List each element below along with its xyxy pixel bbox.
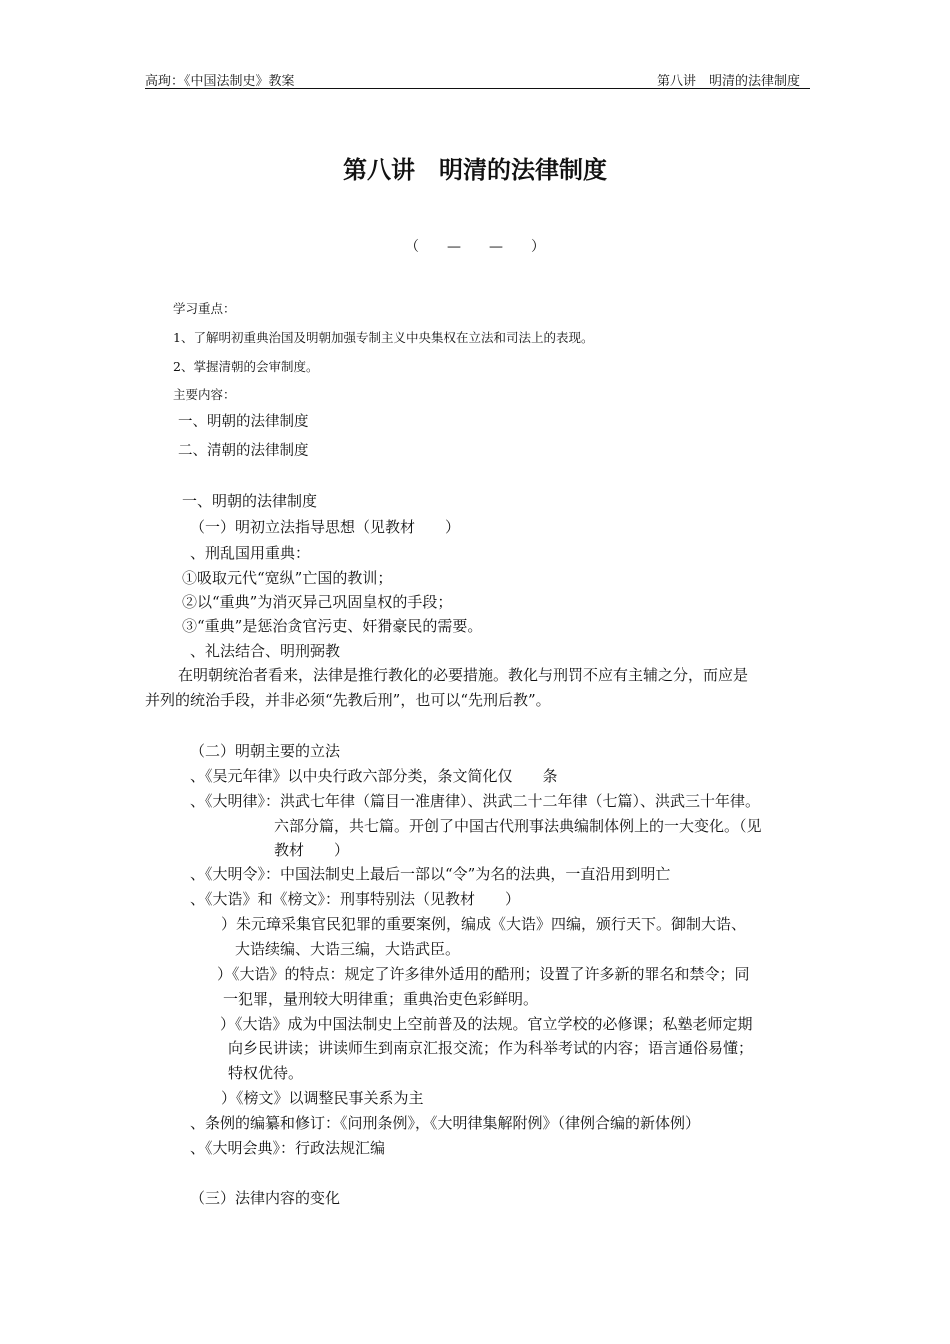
- study-point-item: 1、了解明初重典治国及明朝加强专制主义中央集权在立法和司法上的表现。: [173, 330, 594, 345]
- page-title: 第八讲 明清的法律制度: [343, 155, 607, 184]
- subsection-heading: （一）明初立法指导思想（见教材 ）: [190, 518, 461, 536]
- study-point-item: 2、掌握清朝的会审制度。: [173, 359, 319, 374]
- section-heading: 一、明朝的法律制度: [182, 492, 318, 510]
- body-line: 一犯罪，量刑较大明律重；重典治吏色彩鲜明。: [223, 990, 539, 1008]
- study-points-heading: 学习重点：: [173, 301, 236, 316]
- body-line: 、礼法结合、明刑弼教: [190, 642, 341, 660]
- body-line: 、《大明律》：洪武七年律（篇目一准唐律）、洪武二十二年律（七篇）、洪武三十年律。: [190, 792, 761, 810]
- body-line: 向乡民讲读；讲读师生到南京汇报交流；作为科举考试的内容；语言通俗易懂；: [228, 1039, 754, 1057]
- header-rule: [145, 88, 810, 89]
- body-line: ）朱元璋采集官民犯罪的重要案例，编成《大诰》四编，颁行天下。御制大诰、: [221, 915, 747, 933]
- body-line: 、《大诰》和《榜文》：刑事特别法（见教材 ）: [190, 890, 521, 908]
- subsection-heading: （二）明朝主要的立法: [190, 742, 341, 760]
- body-line: ）《大诰》成为中国法制史上空前普及的法规。官立学校的必修课；私塾老师定期: [220, 1015, 753, 1033]
- subsection-heading: （三）法律内容的变化: [190, 1189, 341, 1207]
- body-line: 在明朝统治者看来，法律是推行教化的必要措施。教化与刑罚不应有主辅之分，而应是: [178, 666, 749, 684]
- body-line: 、刑乱国用重典：: [190, 544, 311, 562]
- page-header-right: 第八讲 明清的法律制度: [656, 74, 800, 89]
- page-header-left: 高珣：《中国法制史》教案: [145, 74, 295, 89]
- body-line: 并列的统治手段，并非必须“先教后刑”，也可以“先刑后教”。: [145, 691, 551, 709]
- body-line: ）《大诰》的特点：规定了许多律外适用的酷刑；设置了许多新的罪名和禁令；同: [217, 965, 750, 983]
- main-content-heading: 主要内容：: [173, 387, 236, 402]
- body-line: ③“重典”是惩治贪官污吏、奸猾豪民的需要。: [182, 617, 483, 635]
- body-line: 六部分篇，共七篇。开创了中国古代刑事法典编制体例上的一大变化。（见: [274, 817, 762, 835]
- page-subtitle: （ — — ）: [405, 239, 545, 255]
- main-content-item: 一、明朝的法律制度: [178, 414, 309, 430]
- body-line: ②以“重典”为消灭异己巩固皇权的手段；: [182, 593, 453, 611]
- body-line: ①吸取元代“宽纵”亡国的教训；: [182, 569, 393, 587]
- body-line: 教材 ）: [274, 841, 350, 859]
- body-line: 大诰续编、大诰三编，大诰武臣。: [235, 940, 461, 958]
- body-line: 、《吴元年律》以中央行政六部分类，条文简化仅 条: [190, 767, 558, 785]
- body-line: ）《榜文》以调整民事关系为主: [221, 1089, 424, 1107]
- main-content-item: 二、清朝的法律制度: [178, 443, 309, 459]
- body-line: 特权优待。: [228, 1064, 304, 1082]
- body-line: 、《大明令》：中国法制史上最后一部以“令”为名的法典，一直沿用到明亡: [190, 865, 671, 883]
- body-line: 、《大明会典》：行政法规汇编: [190, 1139, 386, 1157]
- body-line: 、条例的编纂和修订：《问刑条例》，《大明律集解附例》（律例合编的新体例）: [190, 1114, 701, 1132]
